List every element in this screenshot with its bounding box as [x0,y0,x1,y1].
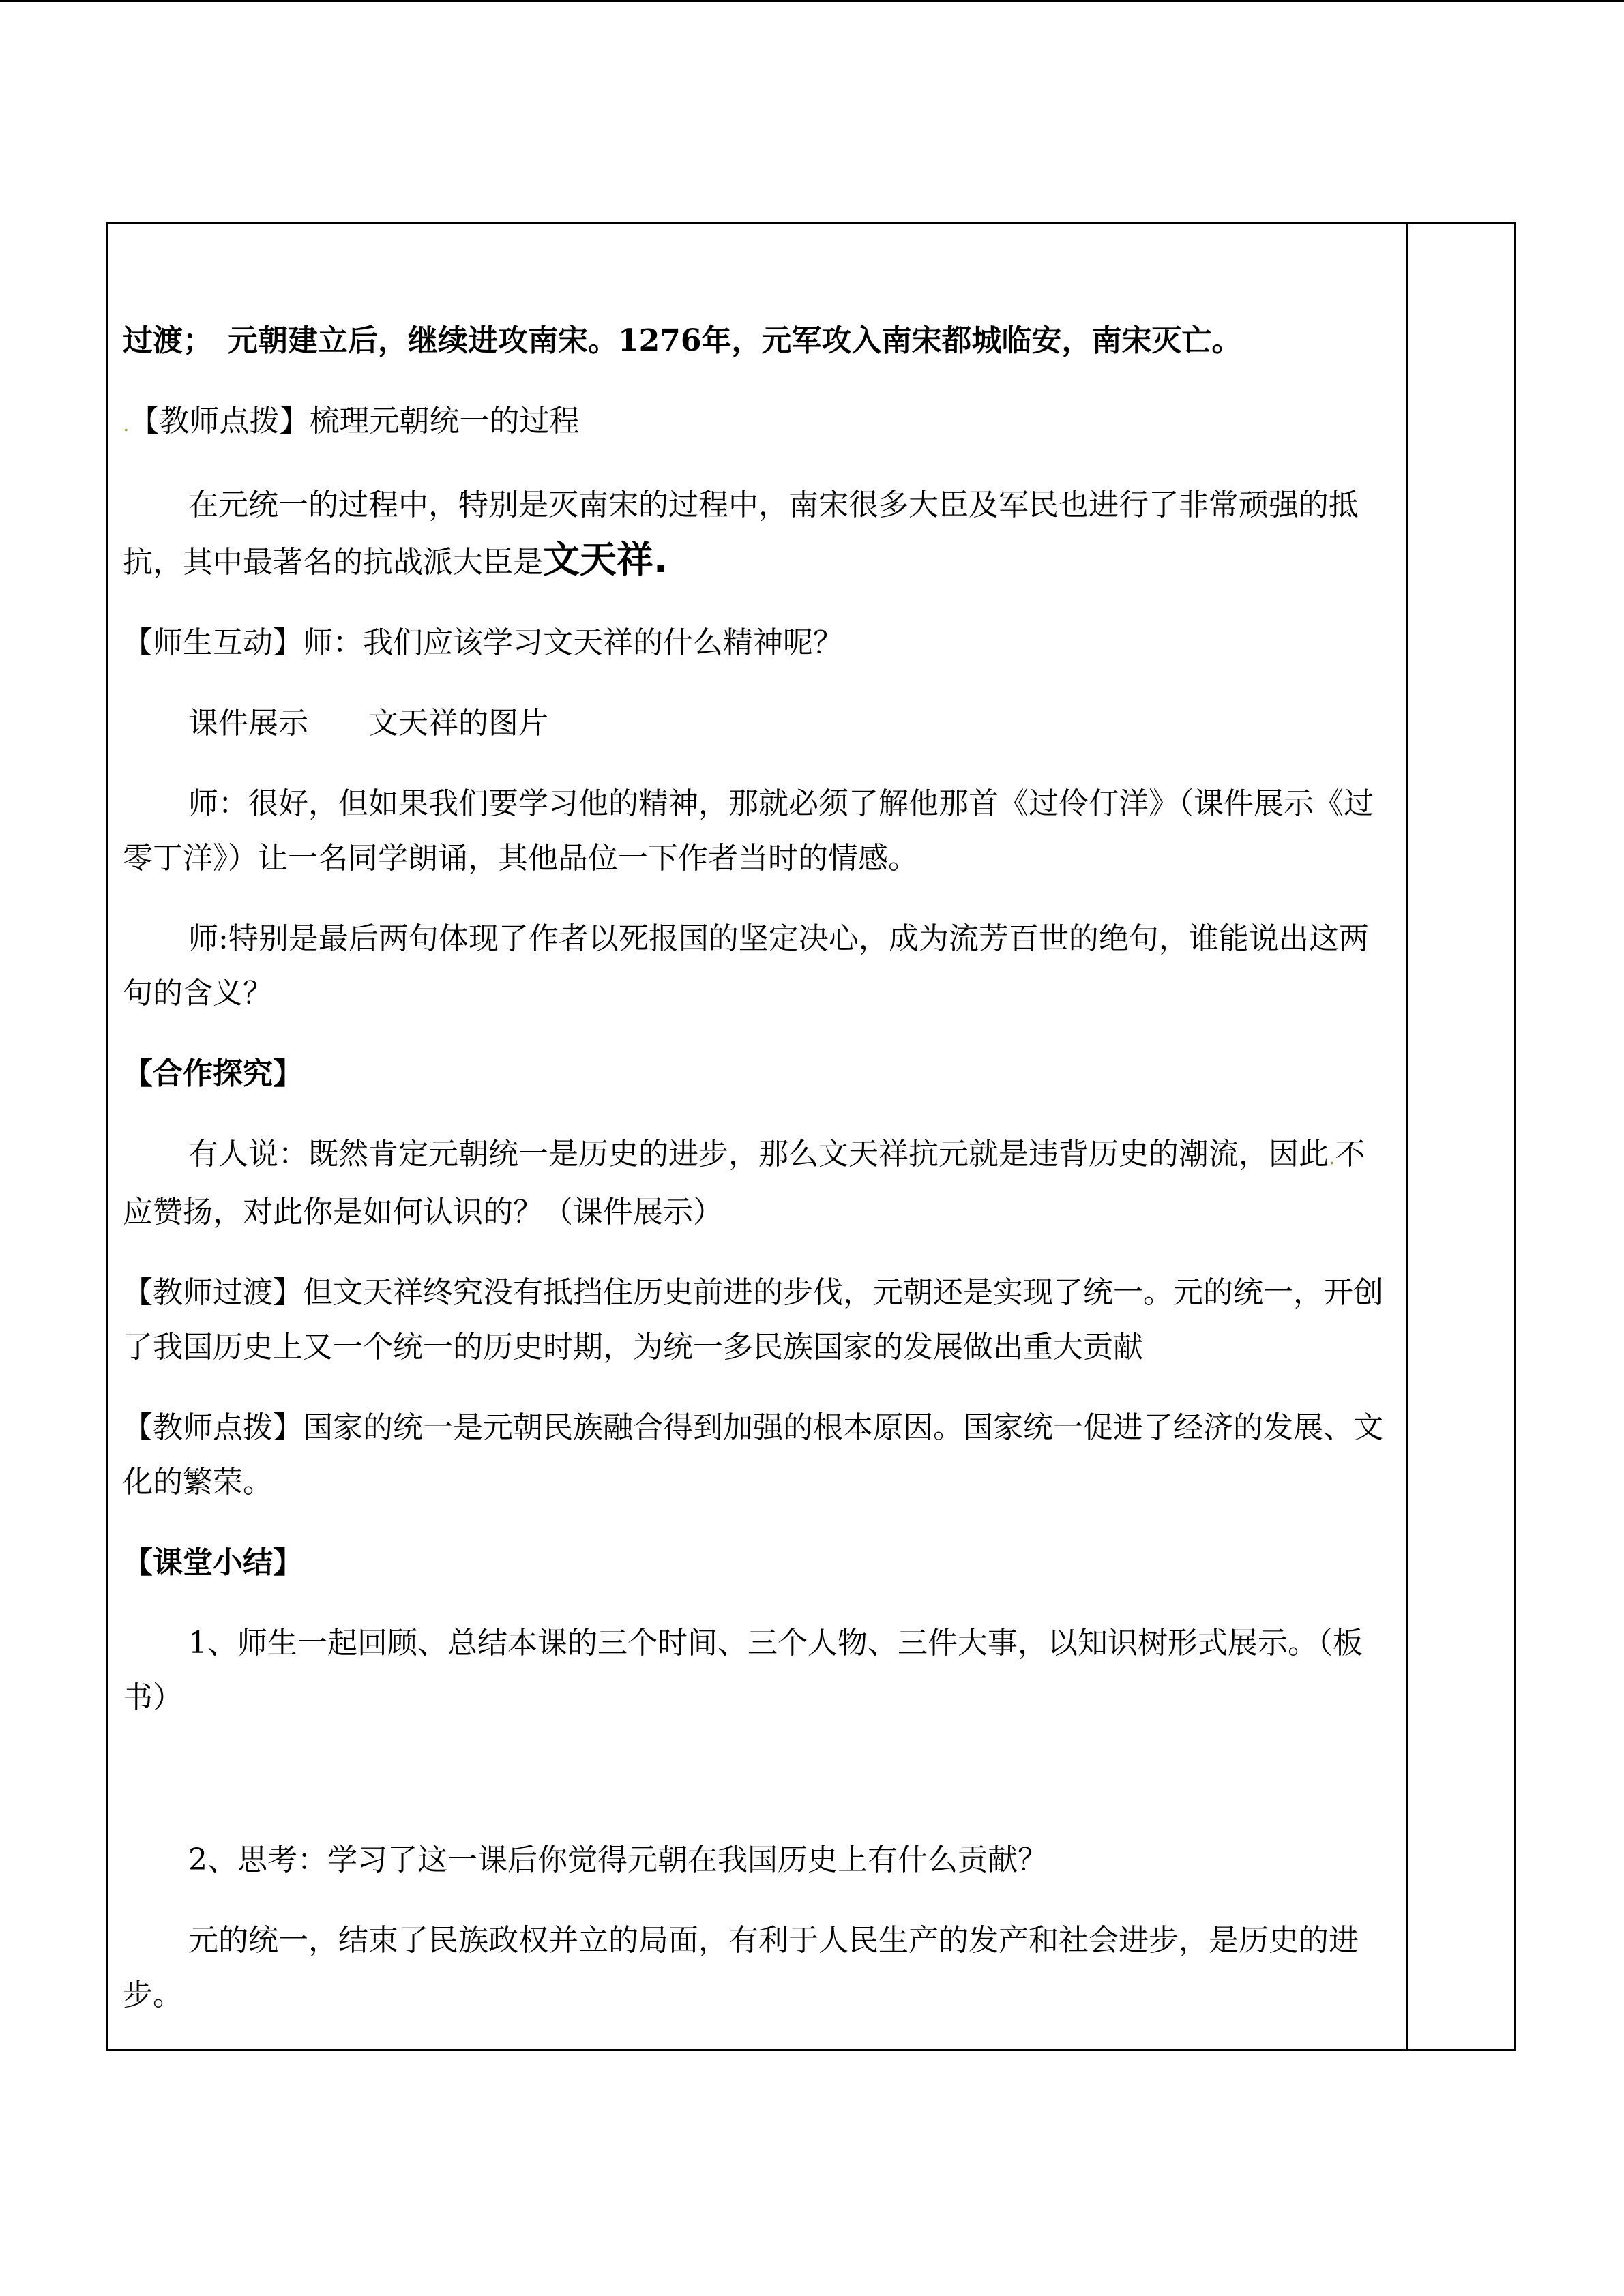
cooperative-inquiry-heading: 【合作探究】 [123,1056,303,1091]
teacher-transition-paragraph: 【教师过渡】但文天祥终究没有抵挡住历史前进的步伐，元朝还是实现了统一。元的统一，开创了我国历史上又一个统一的历史时期，为统一多民族国家的发展做出重大贡献 [123,1275,1383,1365]
resistance-text: 在元统一的过程中，特别是灭南宋的过程中，南宋很多大臣及军民也进行了非常顽强的抵抗，其中最著名的抗战派大臣是 [123,488,1359,580]
top-rule [0,0,1624,2]
interaction-paragraph: 【师生互动】师：我们应该学习文天祥的什么精神呢？ [123,625,843,660]
marker-dot: . [123,413,130,436]
wen-tianxiang-name: 文天祥. [543,538,668,581]
spacer [123,1751,1391,1833]
inquiry-paragraph [123,1127,1391,1240]
teacher-guidance-text: 【教师点拨】梳理元朝统一的过程 [129,404,580,438]
summary-point-1: 1、师生一起回顾、总结本课的三个时间、三个人物、三件大事，以知识树形式展示。（板书） [123,1626,1363,1715]
teacher-guidance-heading [123,394,1391,452]
resistance-paragraph [123,478,1391,590]
teacher-guidance-paragraph: 【教师点拨】国家的统一是元朝民族融合得到加强的根本原因。国家统一促进了经济的发展、文化的繁荣。 [123,1410,1383,1500]
lesson-content [123,314,1391,2048]
transition-paragraph: 过渡； 元朝建立后，继续进攻南宋。1276年，元军攻入南宋都城临安，南宋灭亡。 [123,323,1242,358]
poem-paragraph: 师：很好，但如果我们要学习他的精神，那就必须了解他那首《过伶仃洋》（课件展示《过零丁洋》）让一名同学朗诵，其他品位一下作者当时的情感。 [123,786,1374,876]
marker-dot-2: . [1329,1146,1335,1169]
conclusion-paragraph: 元的统一，结束了民族政权并立的局面，有利于人民生产的发产和社会进步，是历史的进步。 [123,1923,1359,2012]
class-summary-heading: 【课堂小结】 [123,1545,303,1580]
summary-point-2: 2、思考：学习了这一课后你觉得元朝在我国历史上有什么贡献？ [188,1843,1048,1877]
last-lines-paragraph: 师:特别是最后两句体现了作者以死报国的坚定决心，成为流芳百世的绝句，谁能说出这两句的含义？ [123,921,1369,1011]
inquiry-text-a: 有人说：既然肯定元朝统一是历史的进步，那么文天祥抗元就是违背历史的潮流，因此 [188,1137,1329,1172]
inquiry-text-b: 不应赞扬，对此你是如何认识的？（课件展示） [123,1137,1365,1229]
table-column-divider [1406,222,1408,2051]
courseware-paragraph: 课件展示 文天祥的图片 [188,706,548,741]
